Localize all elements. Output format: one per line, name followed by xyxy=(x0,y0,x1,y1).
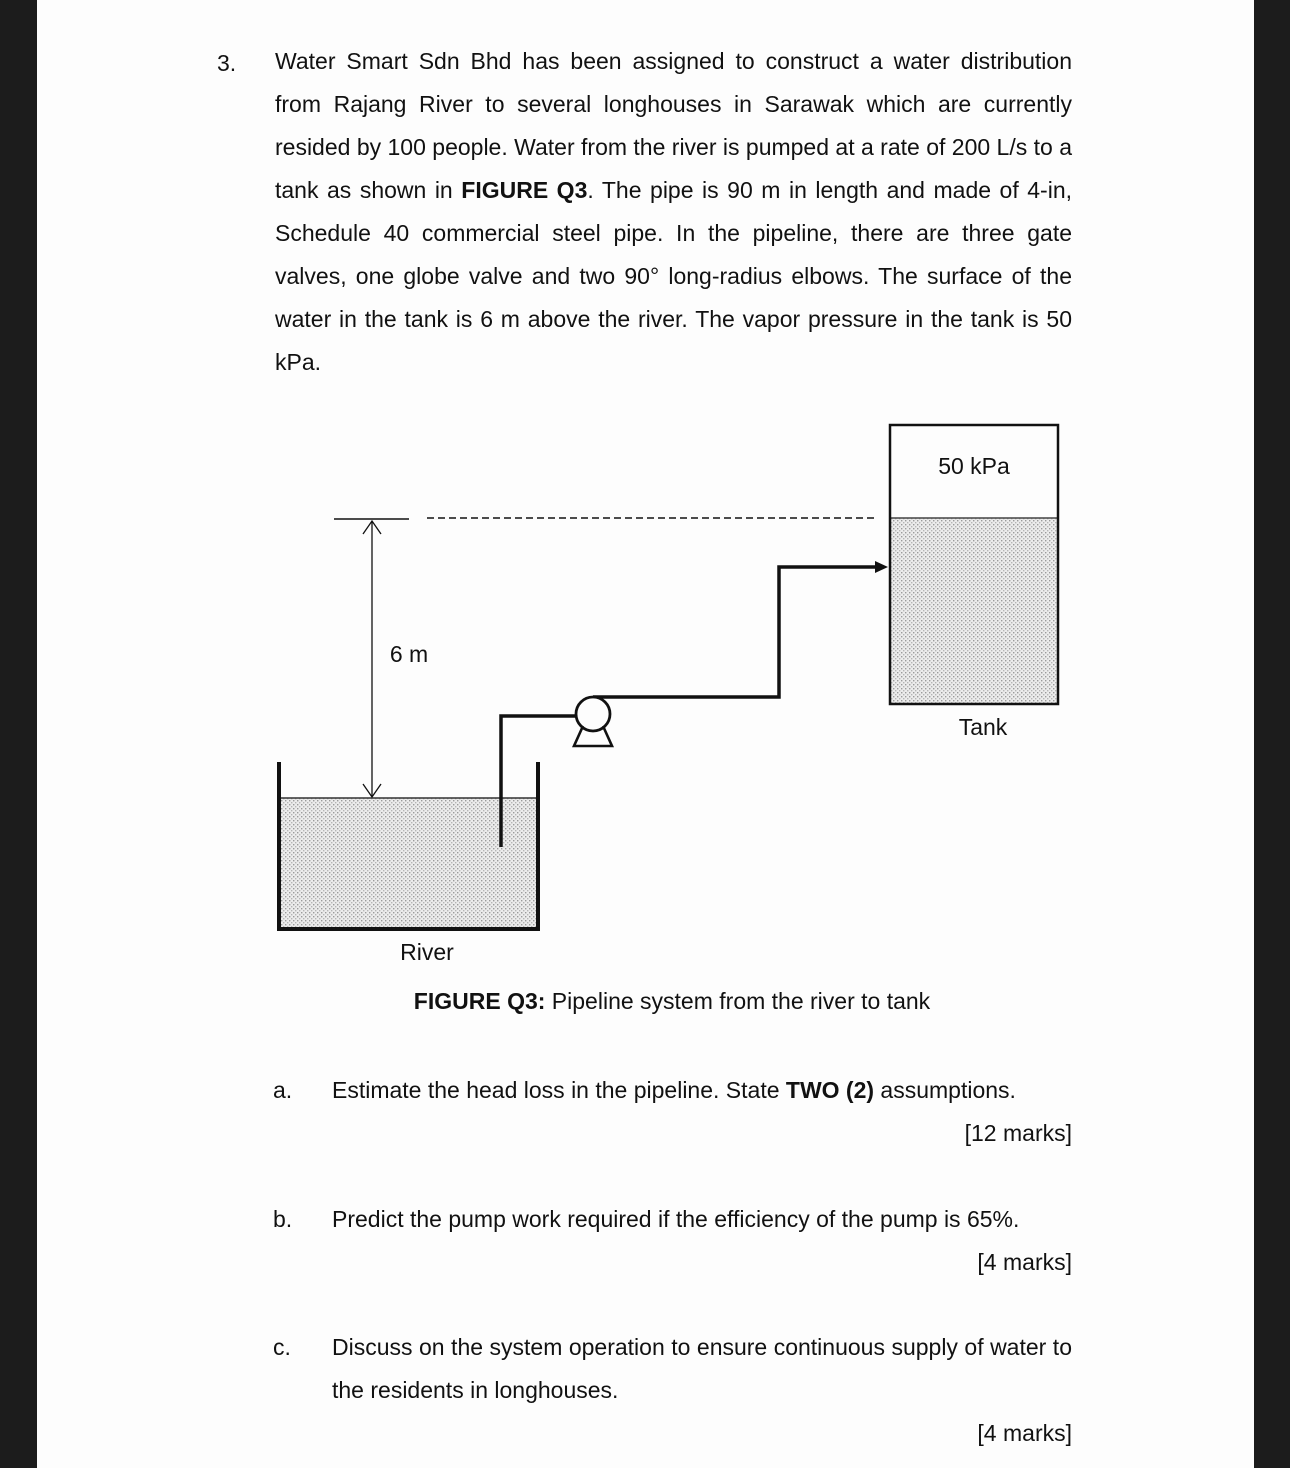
part-c-text: Discuss on the system operation to ensure continuous supply of water to the residents in longhouses. xyxy=(332,1334,1072,1403)
question-text xyxy=(275,40,1072,384)
part-b-marks: [4 marks] xyxy=(977,1249,1072,1275)
part-a-text-bold: TWO (2) xyxy=(785,1077,875,1103)
suction-pipe xyxy=(501,716,577,847)
part-b-letter: b. xyxy=(273,1206,293,1232)
river-basin-wall xyxy=(279,762,538,929)
arrowhead-up-icon xyxy=(363,521,381,534)
question-text-part1: Water Smart Sdn Bhd has been assigned to construct a water distribution from Rajang River to several longhouses in Sarawak which are currently resided by 100 people. Water from the river is pumped at a rate of 200 L/s to a tank as shown in xyxy=(275,48,1072,203)
river-water xyxy=(280,798,537,929)
figure-reference: FIGURE Q3 xyxy=(461,177,588,203)
part-a-letter: a. xyxy=(273,1077,293,1103)
part-c xyxy=(273,1326,1072,1455)
part-a-text-pre: Estimate the head loss in the pipeline. State xyxy=(332,1077,786,1103)
part-c-letter: c. xyxy=(273,1334,291,1360)
part-a xyxy=(273,1069,1072,1155)
part-a-text-post: assumptions. xyxy=(874,1077,1016,1103)
part-a-text xyxy=(332,1069,1072,1112)
flow-arrow-icon xyxy=(875,561,888,573)
figure-caption-label: FIGURE Q3: xyxy=(413,988,546,1014)
question-number: 3. xyxy=(217,50,237,76)
arrowhead-down-icon xyxy=(363,784,381,797)
question-text-part2: . The pipe is 90 m in length and made of 4-in, Schedule 40 commercial steel pipe. In the pipeline, there are three gate valves, one globe valve and two 90° long-radius elbows. The surface of the water in the tank is 6 m above the river. The vapor pressure in the tank is 50 kPa. xyxy=(275,177,1073,375)
tank-pressure-label: 50 kPa xyxy=(938,453,1010,479)
exam-page xyxy=(37,0,1254,1468)
part-b-text: Predict the pump work required if the efficiency of the pump is 65%. xyxy=(332,1206,1020,1232)
figure-caption xyxy=(37,988,1254,1015)
part-a-marks: [12 marks] xyxy=(964,1120,1072,1146)
tank-water xyxy=(890,518,1057,704)
part-c-marks: [4 marks] xyxy=(977,1420,1072,1446)
tank-label: Tank xyxy=(958,714,1008,740)
discharge-pipe xyxy=(593,567,879,697)
river-label: River xyxy=(400,939,454,965)
pump-icon xyxy=(574,697,612,746)
height-label: 6 m xyxy=(389,641,429,667)
part-b xyxy=(273,1198,1072,1284)
figure-caption-text: Pipeline system from the river to tank xyxy=(545,988,931,1014)
tank-outline xyxy=(890,425,1058,704)
